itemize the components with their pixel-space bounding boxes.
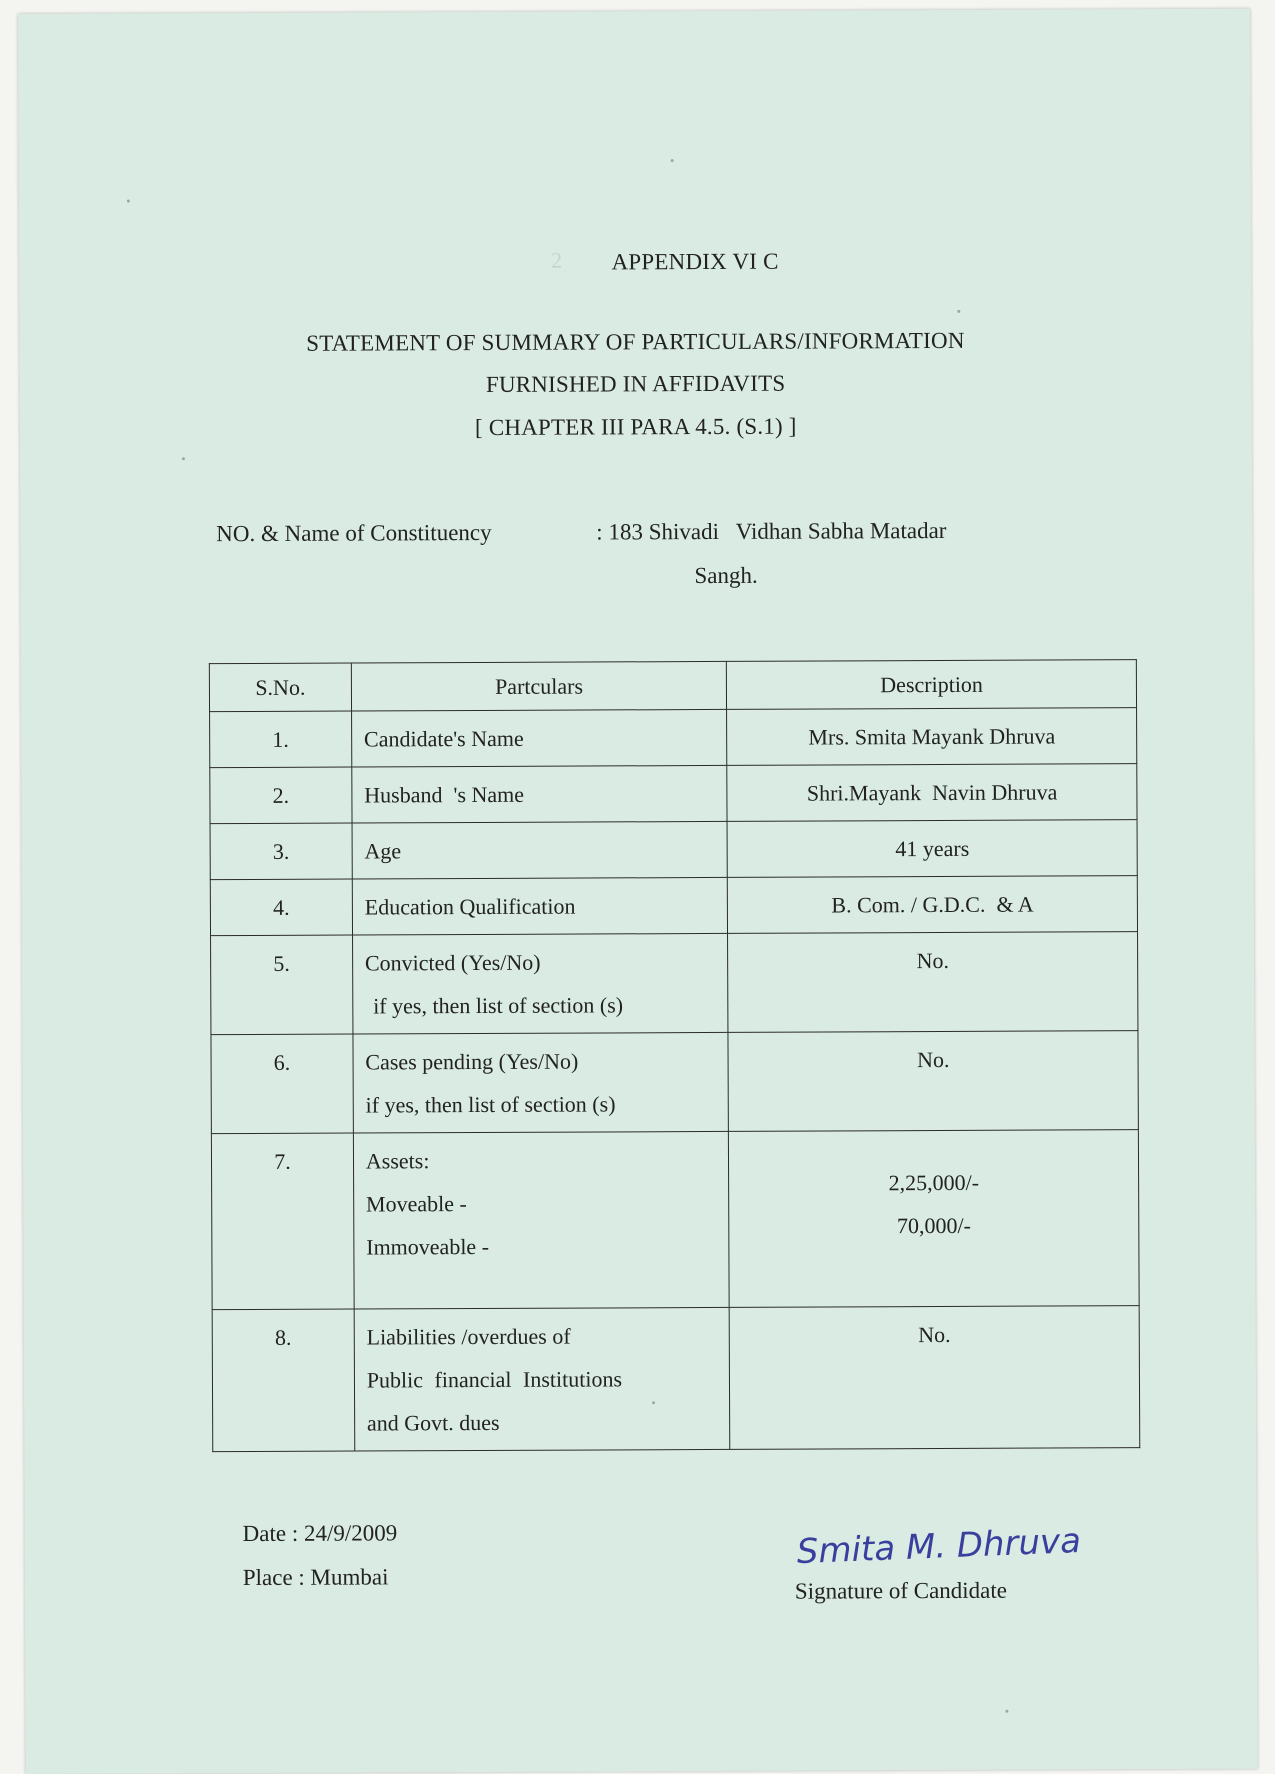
table-header-row [209, 660, 1136, 712]
row-description: Shri.Mayank Navin Dhruva [727, 764, 1137, 822]
constituency-label: NO. & Name of Constituency [216, 519, 492, 547]
signature-image [795, 1514, 1115, 1575]
row-description: B. Com. / G.D.C. & A [728, 876, 1138, 934]
row-particular-sub2: Immoveable - [366, 1233, 490, 1260]
row-sno: 8. [212, 1309, 354, 1452]
table-row [212, 1306, 1140, 1452]
row-sno: 3. [210, 823, 352, 880]
title-line-2: FURNISHED IN AFFIDAVITS [485, 370, 786, 397]
table-row [210, 820, 1137, 880]
row-sno: 6. [211, 1034, 353, 1134]
signature-label: Signature of Candidate [794, 1577, 1008, 1604]
paper-speck [127, 200, 130, 203]
row-particular-word: Liabilities [366, 1324, 456, 1350]
row-particular-sub: Moveable - [365, 1191, 467, 1217]
row-particular: Husband 's Name [352, 765, 728, 823]
row-sno: 4. [210, 879, 352, 936]
row-particular-cell [354, 1307, 730, 1451]
title-line-1: STATEMENT OF SUMMARY OF PARTICULARS/INFORMATION [306, 327, 965, 356]
place-line: Place : Mumbai [242, 1564, 389, 1591]
table-row [210, 708, 1137, 768]
row-description: No. [729, 1306, 1139, 1450]
row-particular-cell [353, 1032, 729, 1133]
row-particular-cell [352, 933, 728, 1034]
row-particular: Education Qualification [352, 877, 728, 935]
row-particular-sub: Public financial Institutions [366, 1366, 623, 1393]
paper-speck [182, 457, 185, 460]
document-page [18, 9, 1258, 1774]
header-sno: S.No. [209, 663, 351, 712]
header-particulars: Partculars [351, 661, 727, 711]
row-sno: 5. [211, 935, 353, 1035]
row-particular: Age [352, 821, 728, 879]
summary-table [209, 659, 1140, 1452]
row-description: 41 years [727, 820, 1137, 878]
corner-mark: 2 [551, 247, 563, 273]
row-particular-word: of [552, 1323, 571, 1349]
row-description: Mrs. Smita Mayank Dhruva [727, 708, 1137, 766]
row-particular: Cases pending (Yes/No) [365, 1048, 579, 1075]
row-particular-line [367, 1314, 718, 1359]
table-row [210, 876, 1137, 936]
constituency-line [216, 517, 947, 589]
paper-speck [957, 310, 960, 313]
row-description-sub: 70,000/- [896, 1212, 971, 1239]
table-row [210, 764, 1137, 824]
row-sno: 1. [210, 711, 352, 768]
row-particular-sub: if yes, then list of section (s) [373, 992, 624, 1019]
title-line-3: [ CHAPTER III PARA 4.5. (S.1) ] [474, 413, 797, 441]
appendix-heading: APPENDIX VI C [611, 248, 779, 275]
row-description: No. [728, 1031, 1138, 1132]
signature-text: Smita M. Dhruva [796, 1520, 1082, 1573]
row-description: No. [728, 932, 1138, 1033]
row-particular-sub: if yes, then list of section (s) [365, 1091, 616, 1118]
row-description: 2,25,000/- [888, 1169, 980, 1196]
date-line: Date : 24/9/2009 [242, 1520, 398, 1547]
paper-speck [1005, 1710, 1008, 1713]
row-sno: 2. [210, 767, 352, 824]
row-description-cell [729, 1130, 1139, 1308]
paper-specks [18, 9, 1250, 14]
row-particular-cell [353, 1131, 729, 1309]
row-particular-sub2: and Govt. dues [366, 1409, 500, 1436]
table-row [211, 932, 1138, 1035]
row-particular: Convicted (Yes/No) [364, 949, 541, 976]
paper-speck [652, 1401, 655, 1404]
row-sno: 7. [211, 1133, 354, 1310]
constituency-value-cont: Sangh. [694, 562, 758, 589]
table-row [211, 1031, 1138, 1134]
row-particular: Candidate's Name [351, 709, 727, 767]
header-description: Description [727, 660, 1137, 710]
row-particular: Assets: [365, 1148, 430, 1174]
table-row [211, 1130, 1139, 1310]
row-particular-word: /overdues [461, 1323, 547, 1350]
constituency-value: : 183 Shivadi Vidhan Sabha Matadar [596, 517, 947, 545]
paper-speck [671, 159, 674, 162]
